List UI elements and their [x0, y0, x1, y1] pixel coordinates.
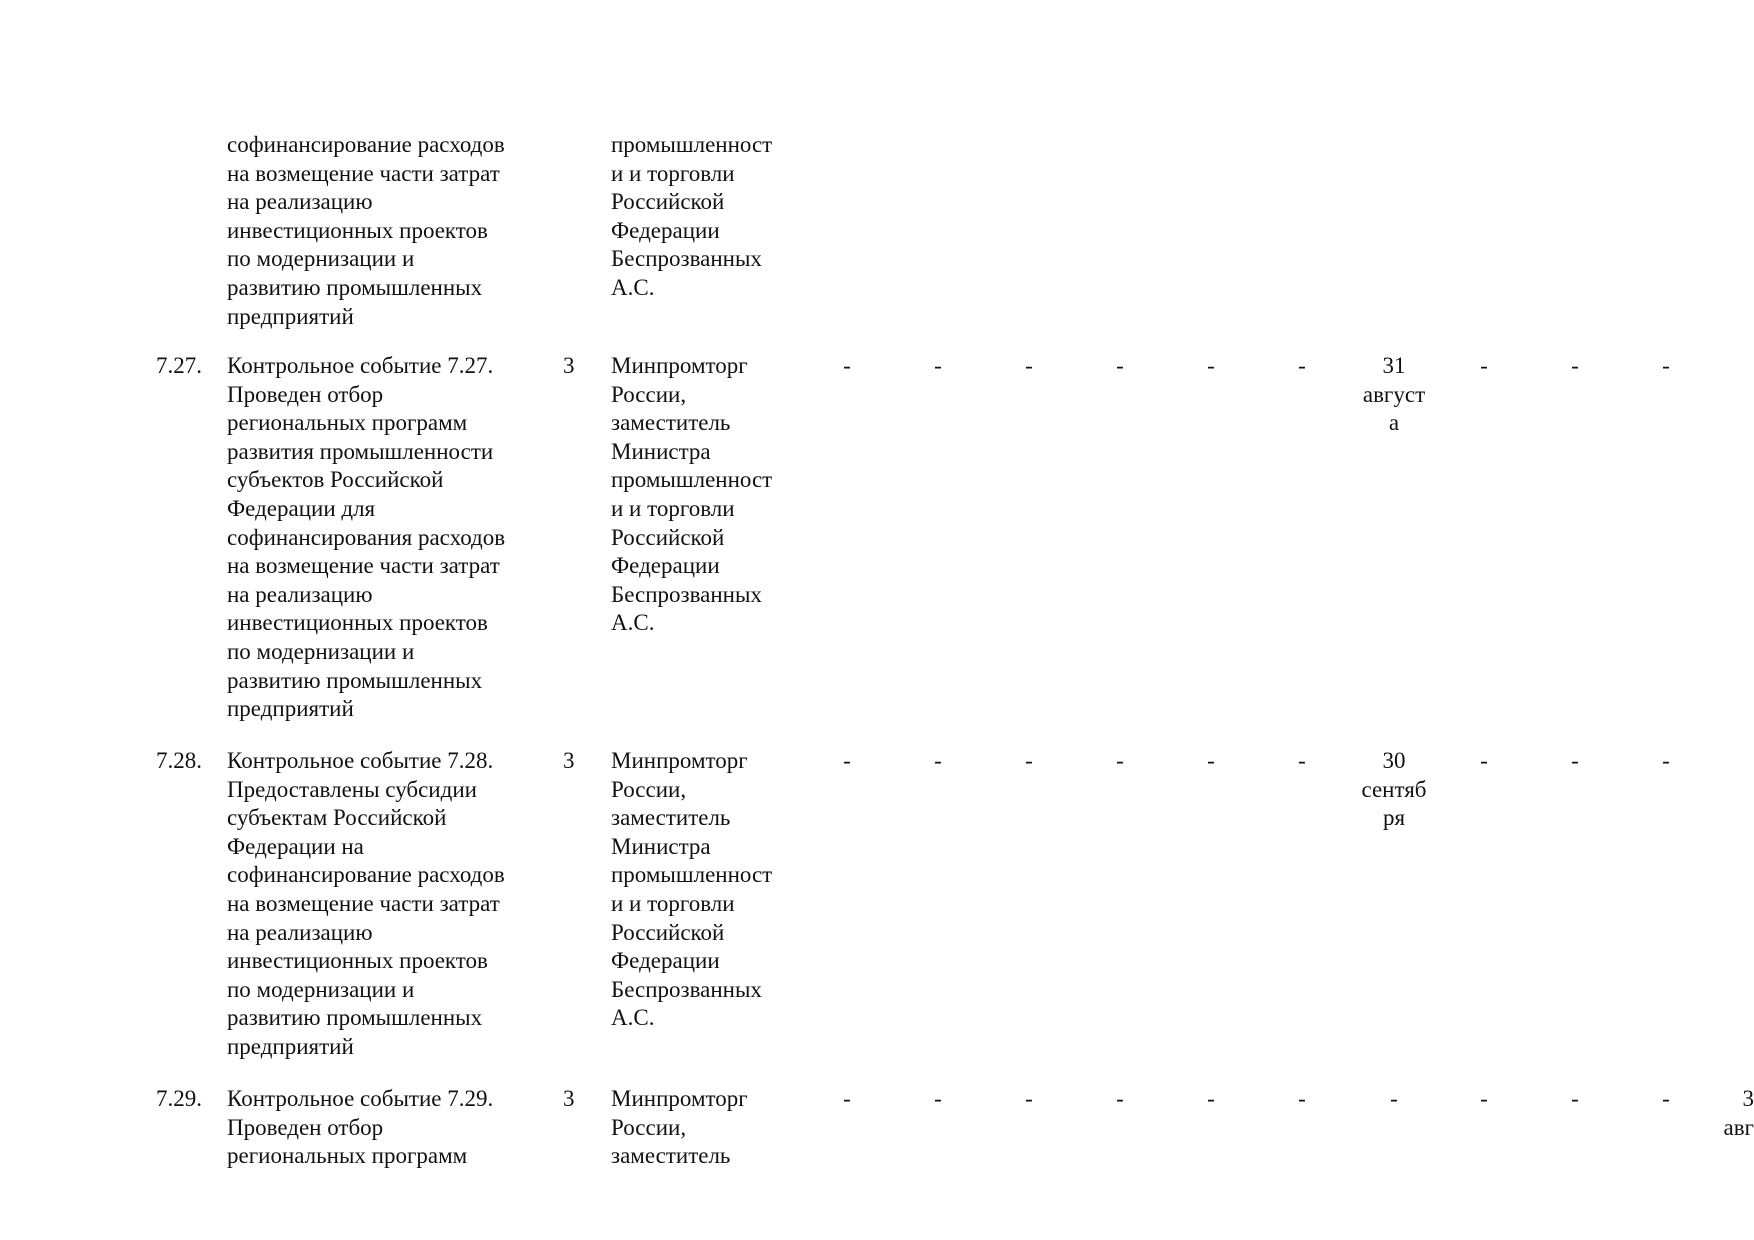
period-cell: -	[1116, 1086, 1124, 1111]
row-responsible: Минпромторг России, заместитель	[611, 1086, 748, 1169]
period-date-cell: 30 сентяб ря	[1361, 748, 1427, 831]
period-cell: -	[1480, 353, 1488, 378]
period-cell: -	[843, 353, 851, 378]
row-description: Контрольное событие 7.27. Проведен отбор региональных программ развития промышленности субъектов Российской Федерации для софинансирования расходов на возмещение части затрат на реализацию инвестиционных проектов по модернизации и развитию промышленных предприятий	[227, 353, 506, 722]
period-cell: -	[934, 353, 942, 378]
period-cell: -	[1298, 748, 1306, 773]
period-cell: -	[843, 748, 851, 773]
row-description: Контрольное событие 7.28. Предоставлены субсидии субъектам Российской Федерации на софинансирование расходов на возмещение части затрат на реализацию инвестиционных проектов по модернизации и развитию промышленных предприятий	[227, 748, 505, 1059]
row-responsible: Минпромторг России, заместитель Министра промышленност и и торговли Российской Федерации Беспрозванных А.С.	[611, 353, 773, 636]
period-cell: -	[934, 748, 942, 773]
period-cell: -	[1298, 353, 1306, 378]
period-cell: -	[843, 1086, 851, 1111]
period-cell: -	[1207, 748, 1215, 773]
period-cell: -	[1571, 353, 1579, 378]
row-level: 3	[563, 353, 575, 378]
row-number: 7.27.	[156, 353, 202, 378]
row-description: Контрольное событие 7.29. Проведен отбор региональных программ	[227, 1086, 494, 1169]
period-cell: -	[1480, 1086, 1488, 1111]
period-cell: -	[1662, 748, 1670, 773]
period-cell: -	[1025, 1086, 1033, 1111]
period-cell: -	[1207, 353, 1215, 378]
period-cell: -	[1025, 748, 1033, 773]
period-cell: -	[1025, 353, 1033, 378]
period-cell: -	[1390, 1086, 1398, 1111]
row-responsible: Минпромторг России, заместитель Министра промышленност и и торговли Российской Федерации Беспрозванных А.С.	[611, 748, 773, 1031]
period-cell: -	[1571, 748, 1579, 773]
period-cell: -	[934, 1086, 942, 1111]
period-cell: -	[1116, 353, 1124, 378]
row-number: 7.29.	[156, 1086, 202, 1111]
period-cell: -	[1662, 353, 1670, 378]
row-description: софинансирование расходов на возмещение части затрат на реализацию инвестиционных проектов по модернизации и развитию промышленных предприятий	[227, 132, 505, 329]
period-date-cell-partial: 3 авг	[1723, 1086, 1754, 1140]
period-cell: -	[1662, 1086, 1670, 1111]
row-number: 7.28.	[156, 748, 202, 773]
row-responsible: промышленност и и торговли Российской Федерации Беспрозванных А.С.	[611, 132, 773, 300]
row-level: 3	[563, 1086, 575, 1111]
period-cell: -	[1116, 748, 1124, 773]
period-cell: -	[1480, 748, 1488, 773]
period-date-cell: 31 август а	[1362, 353, 1426, 436]
period-cell: -	[1207, 1086, 1215, 1111]
period-cell: -	[1298, 1086, 1306, 1111]
period-cell: -	[1571, 1086, 1579, 1111]
row-level: 3	[563, 748, 575, 773]
